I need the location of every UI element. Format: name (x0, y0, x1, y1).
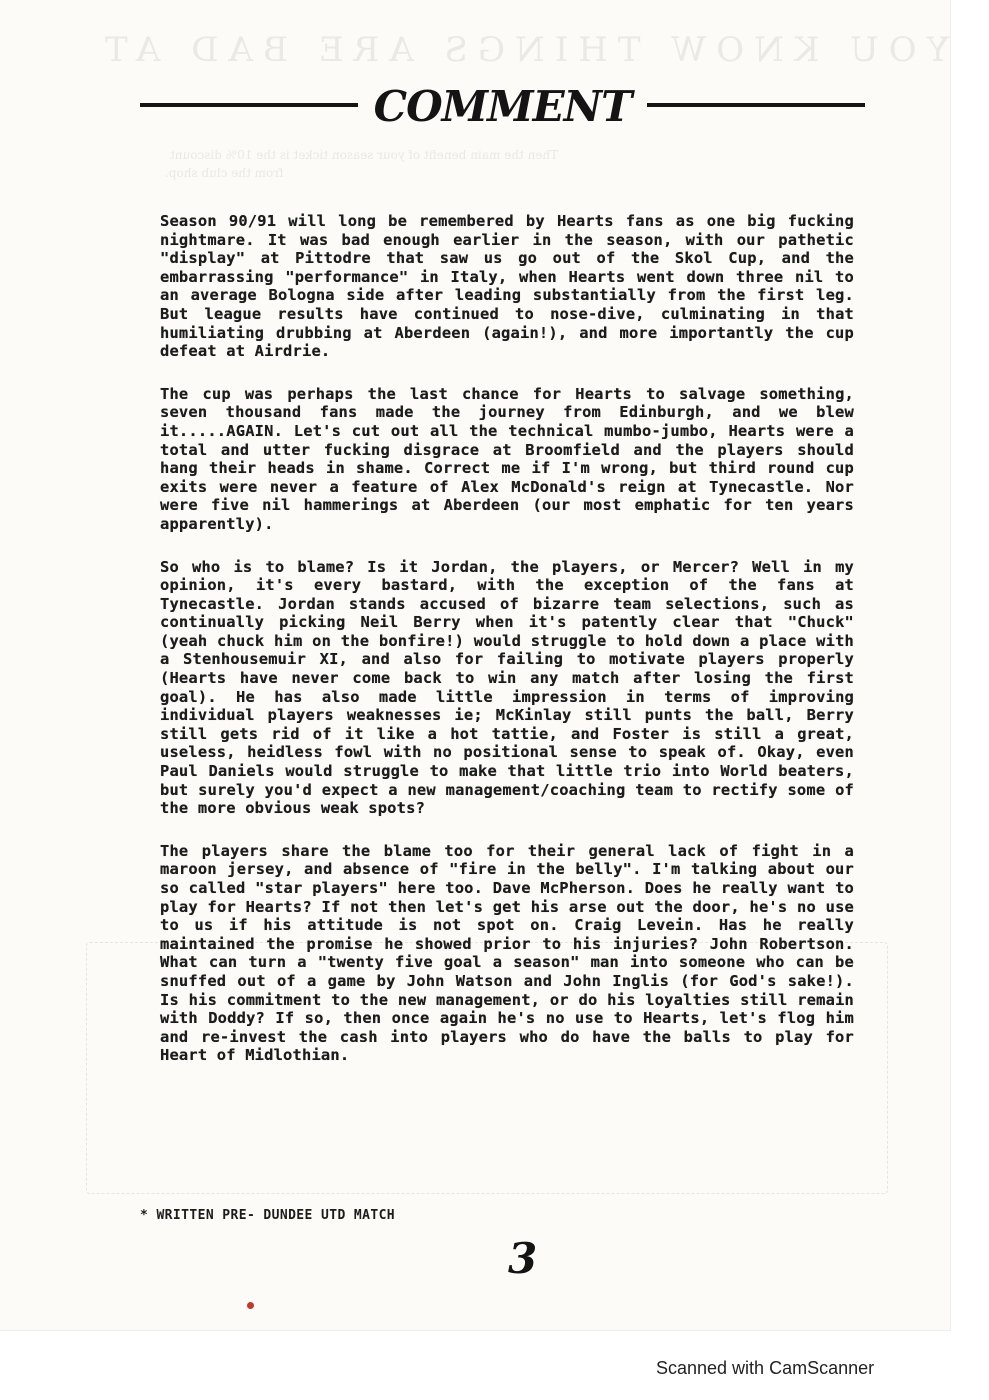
paragraph: Season 90/91 will long be remembered by Hearts fans as one big fucking nightmare. It was bad enough earlier in the season, with our pathetic "display" at Pittodre that saw us go out of the Skol Cup, and the embarrassing "performance" in Italy, when Hearts went down three nil to an average Bologna side after leading substantially from the first leg. But league results have continued to nose-dive, culminating in that humiliating drubbing at Aberdeen (again!), and more importantly the cup defeat at Airdrie. (160, 212, 854, 361)
paragraph: So who is to blame? Is it Jordan, the players, or Mercer? Well in my opinion, it's every bastard, with the exception of the fans at Tynecastle. Jordan stands accused of bizarre team selections, such as continually picking Neil Berry when it's patently clear that "Chuck" (yeah chuck him on the bonfire!) would struggle to hold down a place with a Stenhousemuir XI, and also for failing to motivate players properly (Hearts have never come back to win any match after losing the first goal). He has also made little impression in terms of improving individual players weaknesses ie; McKinlay still punts the ball, Berry still gets rid of it like a hot tattie, and Foster is still a great, useless, heidless fowl with no positional sense to speak of. Okay, even Paul Daniels would struggle to make that little trio into World beaters, but surely you'd expect a new management/coaching team to rectify some of the more obvious weak spots? (160, 557, 854, 818)
page-number: 3 (508, 1234, 538, 1283)
ink-speck (247, 1302, 254, 1309)
header-rule-right (647, 103, 865, 107)
paragraph: The cup was perhaps the last chance for Hearts to salvage something, seven thousand fans made the journey from Edinburgh, and we blew it.....AGAIN. Let's cut out all the technical mumbo-jumbo, Hearts were a total and utter fucking disgrace at Broomfield and the players should hang their heads in shame. Correct me if I'm wrong, but third round cup exits were never a feature of Alex McDonald's reign at Tynecastle. Nor were five nil hammerings at Aberdeen (our most emphatic for ten years apparently). (160, 384, 854, 533)
bleed-through-line: from the club shop. (165, 166, 284, 180)
bleed-through-line: Then the main benefit of your season ticket is the 10% discount (170, 148, 559, 162)
page-header (140, 82, 865, 132)
paragraph: The players share the blame too for their general lack of fight in a maroon jersey, and absence of "fire in the belly". I'm talking about our so called "star players" here too. Dave McPherson. Does he really want to play for Hearts? If not then let's get his arse out the door, he's no use to us if his attitude is not spot on. Craig Levein. Has he really maintained the promise he showed prior to his injuries? John Robertson. What can turn a "twenty five goal a season" man into someone who can be snuffed out of a game by John Watson and John Inglis (for God's sake!). Is his commitment to the new management, or do his loyalties still remain with Doddy? If so, then once again he's no use to Hearts, let's flog him and re-invest the cash into players who do have the balls to play for Heart of Midlothian. (160, 841, 854, 1065)
page-title: COMMENT (373, 82, 632, 131)
footnote: * WRITTEN PRE- DUNDEE UTD MATCH (140, 1208, 396, 1223)
bleed-through-headline: YOU KNOW THINGS ARE BAD AT (95, 30, 950, 70)
article-body (160, 212, 854, 1089)
scanner-watermark: Scanned with CamScanner (656, 1358, 875, 1378)
